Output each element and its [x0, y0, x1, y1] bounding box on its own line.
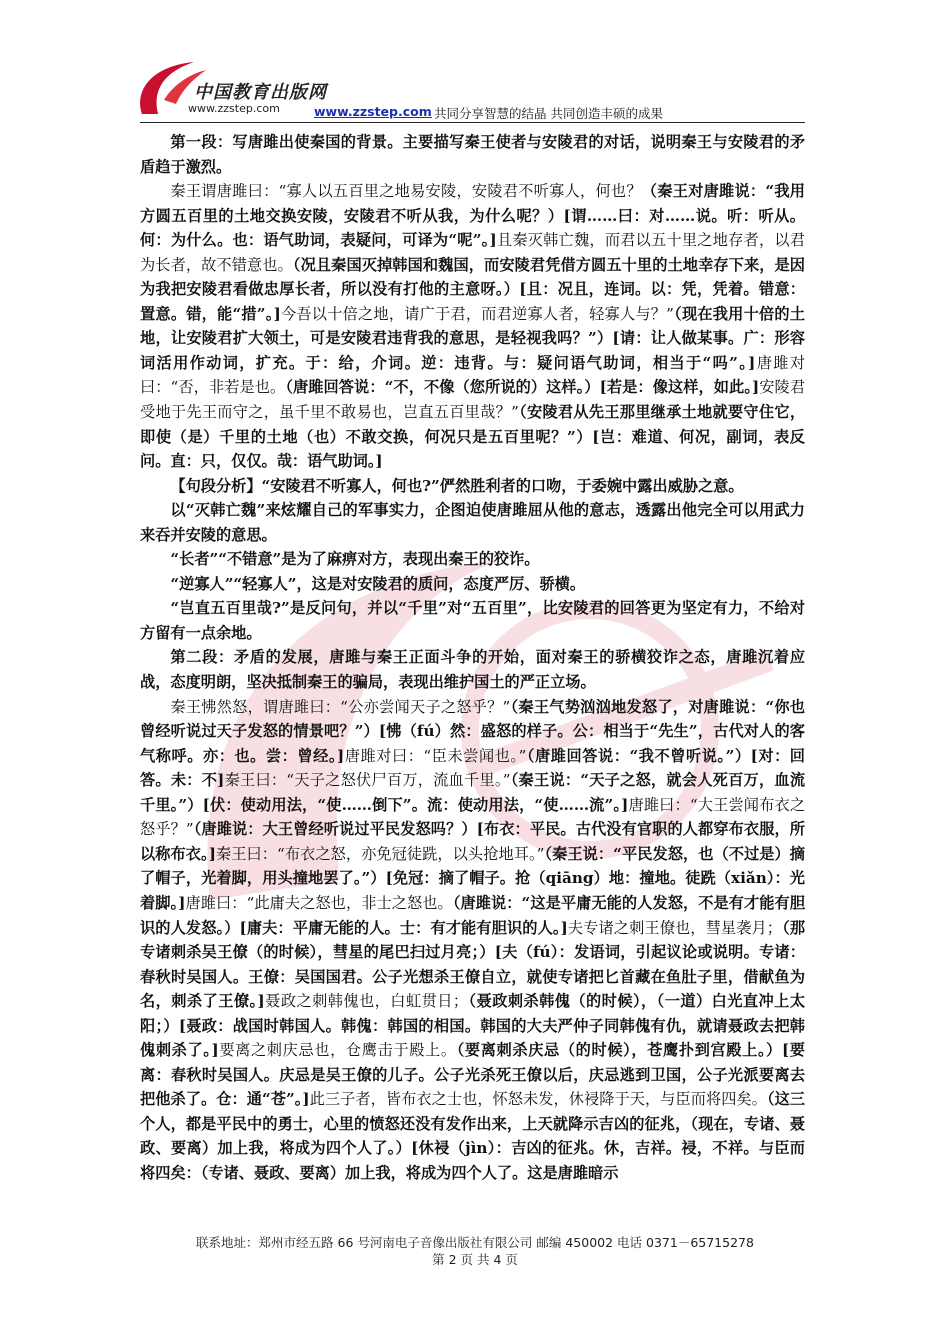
translation-note: （那专诸刺杀吴王僚（的时候），彗星的尾巴扫过月亮；）[夫（fú）：发语词，引起议论或说明。专诸：春秋时吴国人。王僚：吴国国君。公子光想杀王僚自立，就使专诸把匕首藏在鱼肚子里，借献鱼为名，刺杀了王僚。] [140, 918, 806, 1011]
header-divider [140, 122, 805, 123]
translation-note: （聂政刺杀韩傀（的时候），（一道）白光直冲上太阳；）[聂政：战国时韩国人。韩傀：韩国的相国。韩国的大夫严仲子同韩傀有仇，就请聂政去把韩傀刺杀了。] [140, 992, 806, 1060]
classical-text: 夫专诸之刺王僚也，彗星袭月； [567, 918, 782, 937]
classical-text: 唐雎曰：“大王尝闻布衣之怒乎？” [140, 795, 806, 839]
site-link[interactable]: www.zzstep.com [314, 104, 432, 119]
classical-text: 秦王怫然怒，谓唐雎曰：“公亦尝闻天子之怒乎？” [170, 697, 511, 716]
paragraph-analysis-4: “逆寡人”“轻寡人”，这是对安陵君的质问，态度严厉、骄横。 [170, 574, 586, 593]
classical-text: 秦王曰：“天子之怒伏尸百万，流血千里。” [224, 771, 511, 790]
translation-note: （这三个人，都是平民中的勇士，心里的愤怒还没有发作出来，上天就降示吉凶的征兆，（现在，专诸、聂政、要离）加上我，将成为四个人了。）[休祲（jìn）：吉凶的征兆。休，吉祥。祲，不祥。与臣而将四矣：（专诸、聂政、要离）加上我，将成为四个人了。这是唐雎暗示 [140, 1090, 805, 1182]
classical-text: 要离之刺庆忌也，仓鹰击于殿上。 [218, 1041, 457, 1060]
classical-text: 唐雎对曰：“臣未尝闻也。” [344, 746, 527, 765]
classical-text: 聂政之刺韩傀也，白虹贯日； [264, 992, 469, 1011]
translation-note: （唐雎回答说：“不，不像（您所说的）这样。）[若是：像这样，如此。] [285, 378, 760, 397]
classical-text: 此三子者，皆布衣之士也，怀怒未发，休祲降于天，与臣而将四矣。 [309, 1090, 767, 1109]
paragraph-dialogue-one [140, 179, 805, 474]
classical-text: 秦王谓唐雎曰：“寡人以五百里之地易安陵，安陵君不听寡人，何也？ [170, 182, 642, 201]
translation-note: （秦王说：“天子之怒，就会人死百万，血流千里。”）[伏：使动用法，“使……倒下”。流：使动用法，“使……流”。] [140, 771, 806, 814]
page-header [128, 60, 828, 122]
paragraph-analysis-5: “岂直五百里哉?”是反问句，并以“千里”对“五百里”，比安陵君的回答更为坚定有力，不给对方留有一点余地。 [140, 599, 805, 642]
translation-note: （现在我用十倍的土地，让安陵君扩大领土，可是安陵君违背我的意思，是轻视我吗？”）[请：让人做某事。广：形容词活用作动词，扩充。于：给，介词。逆：违背。与：疑问语气助词，相当于“吗”。] [140, 304, 806, 372]
footer-address: 联系地址：郑州市经五路 66 号河南电子音像出版社有限公司 邮编 450002 电话 0371－65715278 [196, 1235, 754, 1250]
classical-text: 安陵君受地于先王而守之，虽千里不敢易也，岂直五百里哉？” [140, 378, 806, 422]
logo-text: 中国教育出版网 [194, 82, 327, 103]
translation-note: （秦王对唐雎说：“我用方圆五百里的土地交换安陵，安陵君不听从我，为什么呢？）[谓……曰：对……说。听：听从。何：为什么。也：语气助词，表疑问，可译为“呢”。] [140, 182, 805, 250]
paragraph-analysis-2: 以“灭韩亡魏”来炫耀自己的军事实力，企图迫使唐雎屈从他的意志，透露出他完全可以用武力来吞并安陵的意思。 [140, 501, 805, 544]
document-body [140, 130, 805, 1186]
classical-text: 今吾以十倍之地，请广于君，而君逆寡人者，轻寡人与？” [280, 304, 674, 323]
classical-text: 且秦灭韩亡魏，而君以五十里之地存者，以君为长者，故不错意也。 [140, 231, 805, 274]
paragraph-dialogue-two [140, 695, 805, 1186]
translation-note: （唐雎说：“这是平庸无能的人发怒，不是有才能有胆识的人发怒。）[庸夫：平庸无能的人。士：有才能有胆识的人。] [140, 893, 806, 937]
translation-note: （安陵君从先王那里继承土地就要守住它，即使（是）千里的土地（也）不敢交换，何况只是五百里呢？”）[岂：难道、何况，副词，表反问。直：只，仅仅。哉：语气助词。] [140, 403, 806, 471]
translation-note: （要离刺杀庆忌（的时候），苍鹰扑到宫殿上。）[要离：春秋时吴国人。庆忌是吴王僚的儿子。公子光杀死王僚以后，庆忌逃到卫国，公子光派要离去把他杀了。仓：通“苍”。] [140, 1041, 805, 1109]
header-slogan: 共同分享智慧的结晶 共同创造丰硕的成果 [434, 106, 663, 121]
classical-text: 秦王曰：“布衣之怒，亦免冠徒跣，以头抢地耳。” [215, 844, 545, 863]
paragraph-section-one: 第一段：写唐雎出使秦国的背景。主要描写秦王使者与安陵君的对话，说明秦王与安陵君的矛盾趋于激烈。 [140, 133, 805, 176]
classical-text: 唐雎对曰：“否，非若是也。 [140, 353, 806, 397]
classical-text: 唐雎曰：“此庸夫之怒也，非士之怒也。 [185, 893, 453, 912]
translation-note: （唐雎说：大王曾经听说过平民发怒吗？）[布衣：平民。古代没有官职的人都穿布衣服，所以称布衣。] [140, 820, 805, 863]
translation-note: （秦王气势汹汹地发怒了，对唐雎说：“你也曾经听说过天子发怒的情景吧？”）[怫（fú）然：盛怒的样子。公：相当于“先生”，古代对人的客气称呼。亦：也。尝：曾经。] [140, 697, 805, 765]
translation-note: （况且秦国灭掉韩国和魏国，而安陵君凭借方圆五十里的土地幸存下来，是因为我把安陵君看做忠厚长者，所以没有打他的主意呀。）[且：况且，连词。以：凭，凭着。错意：置意。错，能“措”。] [140, 255, 805, 323]
logo-url: www.zzstep.com [188, 102, 280, 115]
paragraph-analysis-3: “长者”“不错意”是为了麻痹对方，表现出秦王的狡诈。 [170, 550, 540, 569]
translation-note: （唐雎回答说：“我不曾听说。”）[对：回答。未：不] [140, 746, 805, 790]
page-number: 第 2 页 共 4 页 [432, 1252, 518, 1267]
paragraph-section-two: 第二段：矛盾的发展，唐雎与秦王正面斗争的开始，面对秦王的骄横狡诈之态，唐雎沉着应战，态度明朗，坚决抵制秦王的骗局，表现出维护国土的严正立场。 [140, 648, 805, 692]
page-footer [0, 1234, 950, 1268]
translation-note: （秦王说：“平民发怒，也（不过是）摘了帽子，光着脚，用头撞地罢了。”）[免冠：摘了帽子。抢（qiāng）地：撞地。徒跣（xiǎn）：光着脚。] [140, 844, 805, 912]
paragraph-analysis: 【句段分析】“安陵君不听寡人，何也?”俨然胜利者的口吻，于委婉中露出威胁之意。 [170, 476, 744, 495]
